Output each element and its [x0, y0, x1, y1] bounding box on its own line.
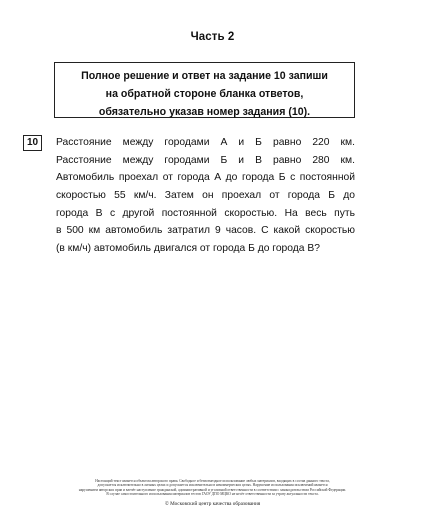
task-line: (в км/ч) автомобиль двигался от города Б до города В?	[56, 243, 320, 255]
legal-notice	[40, 479, 385, 496]
task-line: Автомобиль проехал от города А до города Б с постоянной	[56, 172, 355, 184]
instruction-line: Полное решение и ответ на задание 10 запиши	[81, 70, 328, 82]
instruction-line: на обратной стороне бланка ответов,	[105, 88, 304, 100]
instruction-line: обязательно указав номер задания (10).	[98, 106, 311, 118]
task-number-box: 10	[23, 135, 42, 151]
legal-notice-line: В случае самостоятельного использования материалов тестов ГАОУ ДПО МЦКО не несёт ответственности за утрату актуальности текста.	[106, 491, 319, 496]
task-line: в 500 км автомобиль затратил 9 часов. С какой скоростью	[56, 225, 355, 237]
legal-notice-line: Настоящий текст является объектом авторского права. Свободное и безвозмездное использование любых материалов, входящих в состав данного текста,	[95, 479, 330, 483]
task-line: Расстояние между городами А и Б равно 220 км.	[56, 137, 355, 148]
copyright: © Московский центр качества образования	[164, 501, 261, 507]
instruction-box	[54, 62, 355, 118]
task-text	[56, 134, 355, 258]
legal-notice-line: нарушением авторских прав и влечёт наступление гражданской, административной и уголовной ответственности в соответствии с законодательством Российской Федерации.	[78, 487, 347, 492]
legal-notice-line: допускается исключительно в личных целях и допускается исключительно в некоммерческих целях. Нарушение использования исключений является	[97, 483, 328, 488]
task-line: города В с другой постоянной скоростью. На весь путь	[56, 207, 355, 219]
task-line: скоростью 55 км/ч. Затем он проехал от города Б до	[56, 190, 355, 202]
part-title: Часть 2	[190, 31, 235, 43]
task-line: Расстояние между городами Б и В равно 280 км.	[56, 154, 355, 166]
